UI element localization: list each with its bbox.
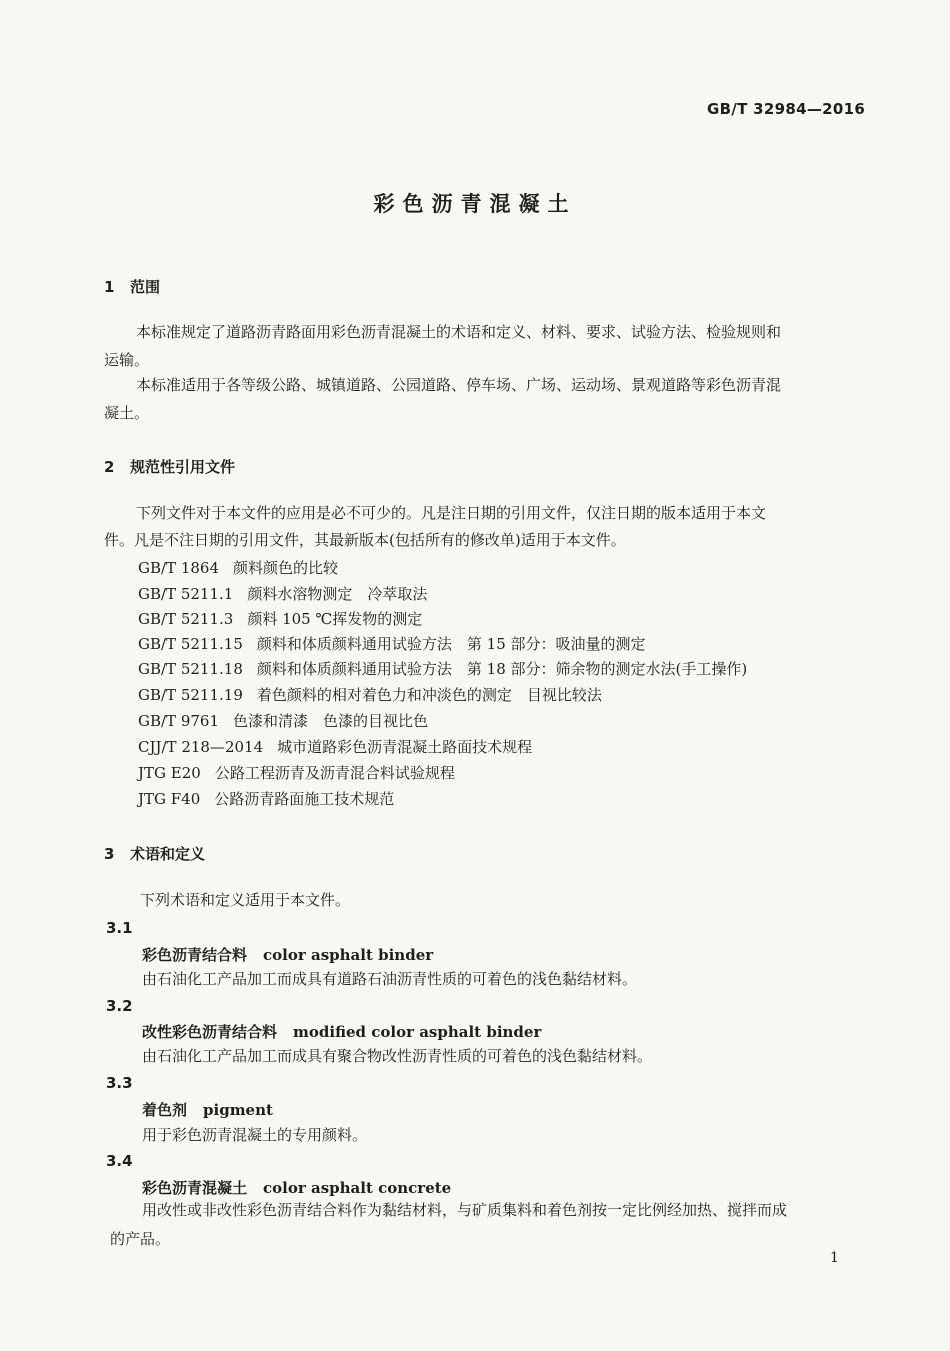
term-name: 彩色沥青混凝土 color asphalt concrete — [142, 1179, 452, 1197]
section-number: 3 — [104, 845, 115, 863]
reference-item: GB/T 1864 颜料颜色的比较 — [138, 559, 339, 577]
reference-item: GB/T 5211.15 颜料和体质颜料通用试验方法 第 15 部分：吸油量的测定 — [138, 635, 646, 653]
section-heading-terms — [104, 843, 205, 864]
term-number: 3.3 — [106, 1074, 133, 1092]
reference-item: JTG F40 公路沥青路面施工技术规范 — [138, 790, 395, 808]
reference-item: GB/T 5211.1 颜料水溶物测定 冷萃取法 — [138, 585, 428, 603]
term-definition: 由石油化工产品加工而成具有道路石油沥青性质的可着色的浅色黏结材料。 — [142, 970, 638, 988]
term-definition: 用改性或非改性彩色沥青结合料作为黏结材料，与矿质集料和着色剂按一定比例经加热、搅拌而成 — [142, 1201, 788, 1219]
term-number: 3.4 — [106, 1152, 133, 1170]
scope-paragraph-2-line-1: 本标准适用于各等级公路、城镇道路、公园道路、停车场、广场、运动场、景观道路等彩色沥青混 — [136, 376, 782, 394]
term-number: 3.1 — [106, 919, 133, 937]
document-title: 彩色沥青混凝土 — [373, 192, 577, 216]
term-definition-continued: 的产品。 — [110, 1230, 171, 1248]
term-definition: 用于彩色沥青混凝土的专用颜料。 — [142, 1126, 368, 1144]
scope-paragraph-1-line-1: 本标准规定了道路沥青路面用彩色沥青混凝土的术语和定义、材料、要求、试验方法、检验规则和 — [136, 323, 782, 341]
reference-item: GB/T 5211.3 颜料 105 ℃挥发物的测定 — [138, 610, 423, 628]
page-number: 1 — [830, 1250, 839, 1266]
references-intro-line-2: 件。凡是不注日期的引用文件，其最新版本(包括所有的修改单)适用于本文件。 — [104, 531, 626, 549]
reference-item: CJJ/T 218—2014 城市道路彩色沥青混凝土路面技术规程 — [138, 738, 533, 756]
standard-code: GB/T 32984—2016 — [707, 100, 866, 118]
term-name: 着色剂 pigment — [142, 1101, 273, 1119]
reference-item: GB/T 5211.18 颜料和体质颜料通用试验方法 第 18 部分：筛余物的测定水法(手工操作) — [138, 660, 748, 678]
reference-item: GB/T 5211.19 着色颜料的相对着色力和冲淡色的测定 目视比较法 — [138, 686, 602, 704]
term-definition: 由石油化工产品加工而成具有聚合物改性沥青性质的可着色的浅色黏结材料。 — [142, 1047, 653, 1065]
section-title: 术语和定义 — [130, 845, 206, 863]
section-number: 1 — [104, 278, 115, 296]
scope-paragraph-1-line-2: 运输。 — [104, 351, 150, 369]
section-heading-references — [104, 456, 235, 477]
reference-item: JTG E20 公路工程沥青及沥青混合料试验规程 — [138, 764, 455, 782]
section-number: 2 — [104, 458, 115, 476]
reference-item: GB/T 9761 色漆和清漆 色漆的目视比色 — [138, 712, 429, 730]
term-name: 彩色沥青结合料 color asphalt binder — [142, 946, 434, 964]
terms-intro: 下列术语和定义适用于本文件。 — [140, 891, 351, 909]
scope-paragraph-2-line-2: 凝土。 — [104, 404, 150, 422]
term-name: 改性彩色沥青结合料 modified color asphalt binder — [142, 1023, 542, 1041]
section-title: 规范性引用文件 — [130, 458, 236, 476]
references-intro-line-1: 下列文件对于本文件的应用是必不可少的。凡是注日期的引用文件，仅注日期的版本适用于本文 — [136, 504, 767, 522]
term-number: 3.2 — [106, 997, 133, 1015]
section-title: 范围 — [130, 278, 161, 296]
section-heading-scope — [104, 276, 160, 297]
